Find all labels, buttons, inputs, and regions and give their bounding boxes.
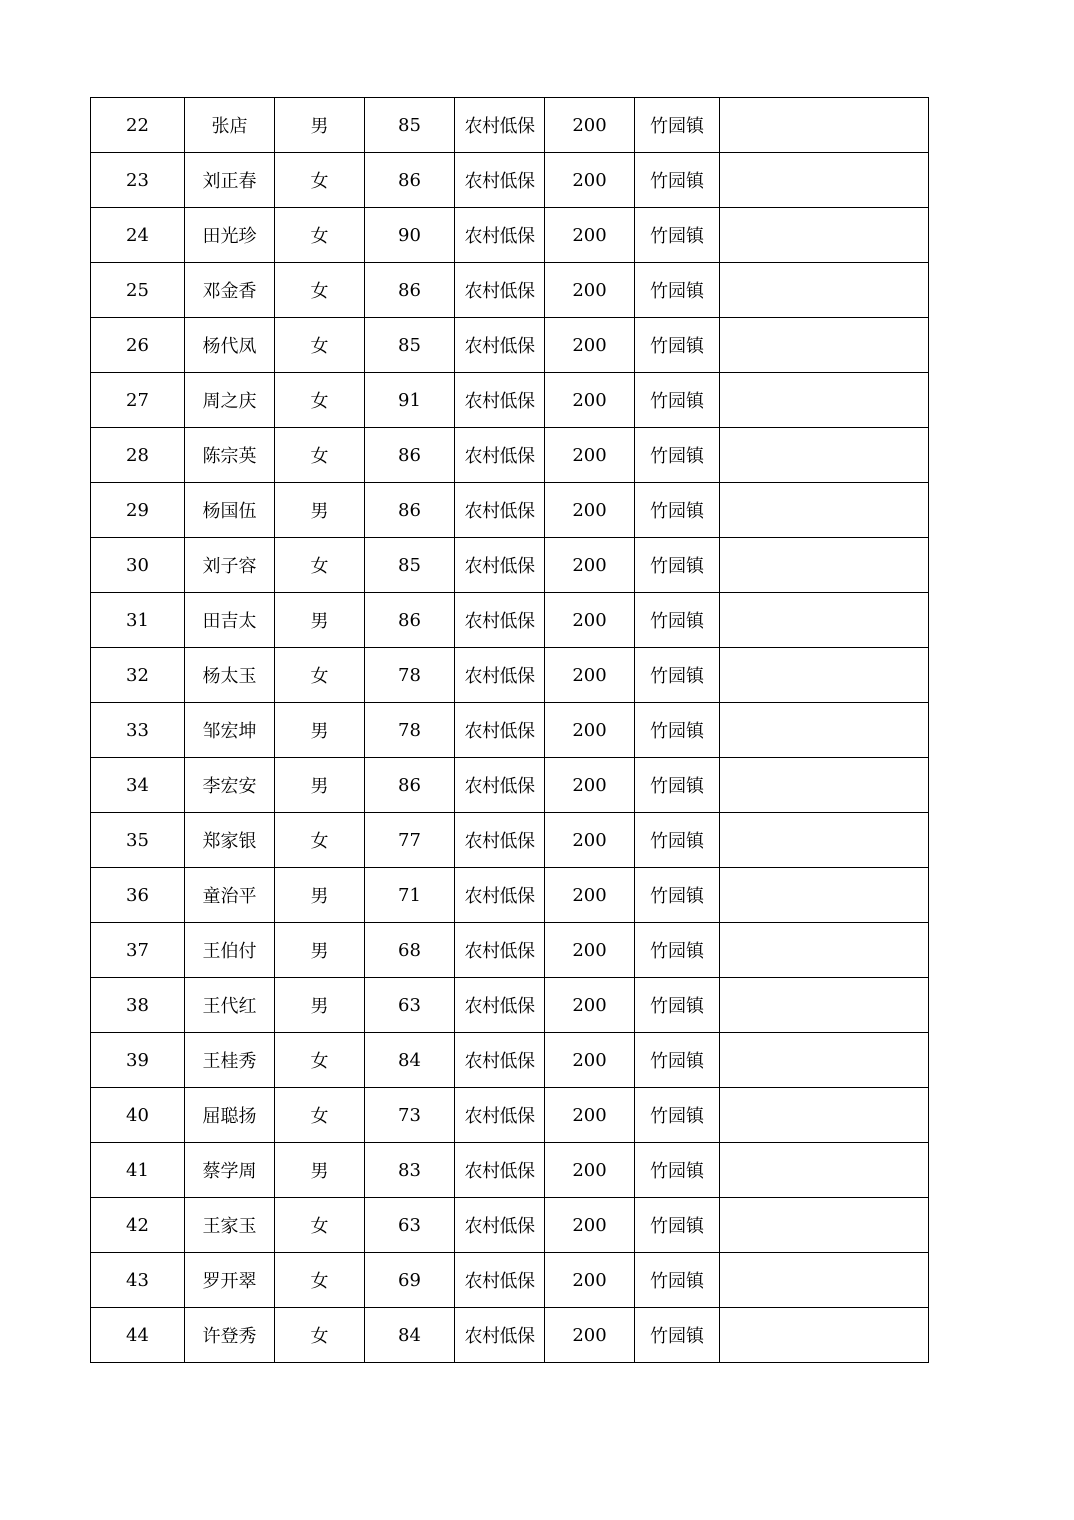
assistance-type-cell: 农村低保 — [455, 373, 545, 428]
table-body — [91, 98, 929, 1363]
name-cell: 郑家银 — [185, 813, 275, 868]
gender-cell: 男 — [275, 593, 365, 648]
remarks-cell — [720, 593, 929, 648]
age-cell: 71 — [365, 868, 455, 923]
gender-cell: 女 — [275, 1253, 365, 1308]
remarks-cell — [720, 538, 929, 593]
table-row — [91, 373, 929, 428]
row-number-cell: 31 — [91, 593, 185, 648]
remarks-cell — [720, 868, 929, 923]
name-cell: 杨代凤 — [185, 318, 275, 373]
amount-cell: 200 — [545, 428, 635, 483]
row-number-cell: 36 — [91, 868, 185, 923]
assistance-type-cell: 农村低保 — [455, 1198, 545, 1253]
amount-cell: 200 — [545, 318, 635, 373]
name-cell: 屈聪扬 — [185, 1088, 275, 1143]
amount-cell: 200 — [545, 1198, 635, 1253]
gender-cell: 女 — [275, 648, 365, 703]
table-row — [91, 648, 929, 703]
town-cell: 竹园镇 — [635, 1308, 720, 1363]
gender-cell: 男 — [275, 758, 365, 813]
town-cell: 竹园镇 — [635, 648, 720, 703]
row-number-cell: 37 — [91, 923, 185, 978]
row-number-cell: 43 — [91, 1253, 185, 1308]
assistance-type-cell: 农村低保 — [455, 208, 545, 263]
assistance-type-cell: 农村低保 — [455, 868, 545, 923]
gender-cell: 女 — [275, 813, 365, 868]
table-row — [91, 98, 929, 153]
gender-cell: 男 — [275, 868, 365, 923]
row-number-cell: 25 — [91, 263, 185, 318]
assistance-type-cell: 农村低保 — [455, 318, 545, 373]
table-row — [91, 1308, 929, 1363]
table-row — [91, 703, 929, 758]
gender-cell: 男 — [275, 98, 365, 153]
age-cell: 73 — [365, 1088, 455, 1143]
gender-cell: 女 — [275, 318, 365, 373]
remarks-cell — [720, 1308, 929, 1363]
assistance-type-cell: 农村低保 — [455, 483, 545, 538]
table-row — [91, 428, 929, 483]
town-cell: 竹园镇 — [635, 703, 720, 758]
amount-cell: 200 — [545, 923, 635, 978]
town-cell: 竹园镇 — [635, 978, 720, 1033]
amount-cell: 200 — [545, 1088, 635, 1143]
town-cell: 竹园镇 — [635, 1088, 720, 1143]
table-row — [91, 483, 929, 538]
remarks-cell — [720, 1143, 929, 1198]
town-cell: 竹园镇 — [635, 208, 720, 263]
row-number-cell: 22 — [91, 98, 185, 153]
amount-cell: 200 — [545, 208, 635, 263]
amount-cell: 200 — [545, 98, 635, 153]
gender-cell: 女 — [275, 208, 365, 263]
age-cell: 90 — [365, 208, 455, 263]
remarks-cell — [720, 813, 929, 868]
town-cell: 竹园镇 — [635, 1143, 720, 1198]
town-cell: 竹园镇 — [635, 483, 720, 538]
gender-cell: 女 — [275, 538, 365, 593]
town-cell: 竹园镇 — [635, 428, 720, 483]
table-row — [91, 153, 929, 208]
remarks-cell — [720, 758, 929, 813]
name-cell: 邓金香 — [185, 263, 275, 318]
name-cell: 田光珍 — [185, 208, 275, 263]
assistance-type-cell: 农村低保 — [455, 538, 545, 593]
gender-cell: 女 — [275, 373, 365, 428]
remarks-cell — [720, 923, 929, 978]
table-row — [91, 758, 929, 813]
gender-cell: 男 — [275, 978, 365, 1033]
remarks-cell — [720, 1253, 929, 1308]
table-row — [91, 813, 929, 868]
town-cell: 竹园镇 — [635, 263, 720, 318]
assistance-type-cell: 农村低保 — [455, 1088, 545, 1143]
table-row — [91, 923, 929, 978]
row-number-cell: 44 — [91, 1308, 185, 1363]
remarks-cell — [720, 98, 929, 153]
row-number-cell: 32 — [91, 648, 185, 703]
assistance-type-cell: 农村低保 — [455, 153, 545, 208]
age-cell: 84 — [365, 1308, 455, 1363]
age-cell: 78 — [365, 703, 455, 758]
table-row — [91, 208, 929, 263]
amount-cell: 200 — [545, 1253, 635, 1308]
gender-cell: 女 — [275, 1033, 365, 1088]
town-cell: 竹园镇 — [635, 98, 720, 153]
amount-cell: 200 — [545, 593, 635, 648]
age-cell: 68 — [365, 923, 455, 978]
gender-cell: 女 — [275, 428, 365, 483]
gender-cell: 女 — [275, 1088, 365, 1143]
name-cell: 罗开翠 — [185, 1253, 275, 1308]
town-cell: 竹园镇 — [635, 538, 720, 593]
age-cell: 86 — [365, 428, 455, 483]
name-cell: 杨太玉 — [185, 648, 275, 703]
gender-cell: 女 — [275, 1308, 365, 1363]
amount-cell: 200 — [545, 813, 635, 868]
table-row — [91, 978, 929, 1033]
remarks-cell — [720, 153, 929, 208]
assistance-type-cell: 农村低保 — [455, 98, 545, 153]
amount-cell: 200 — [545, 1143, 635, 1198]
remarks-cell — [720, 1198, 929, 1253]
assistance-type-cell: 农村低保 — [455, 813, 545, 868]
table-row — [91, 1143, 929, 1198]
row-number-cell: 23 — [91, 153, 185, 208]
town-cell: 竹园镇 — [635, 758, 720, 813]
amount-cell: 200 — [545, 703, 635, 758]
assistance-type-cell: 农村低保 — [455, 593, 545, 648]
remarks-cell — [720, 428, 929, 483]
gender-cell: 男 — [275, 483, 365, 538]
assistance-type-cell: 农村低保 — [455, 428, 545, 483]
table-row — [91, 1253, 929, 1308]
name-cell: 陈宗英 — [185, 428, 275, 483]
remarks-cell — [720, 483, 929, 538]
remarks-cell — [720, 703, 929, 758]
assistance-type-cell: 农村低保 — [455, 1308, 545, 1363]
row-number-cell: 33 — [91, 703, 185, 758]
assistance-type-cell: 农村低保 — [455, 1253, 545, 1308]
row-number-cell: 24 — [91, 208, 185, 263]
amount-cell: 200 — [545, 758, 635, 813]
remarks-cell — [720, 263, 929, 318]
assistance-type-cell: 农村低保 — [455, 923, 545, 978]
table-row — [91, 1088, 929, 1143]
town-cell: 竹园镇 — [635, 1198, 720, 1253]
assistance-type-cell: 农村低保 — [455, 1143, 545, 1198]
beneficiary-table — [90, 97, 929, 1363]
town-cell: 竹园镇 — [635, 868, 720, 923]
row-number-cell: 29 — [91, 483, 185, 538]
name-cell: 许登秀 — [185, 1308, 275, 1363]
age-cell: 86 — [365, 758, 455, 813]
amount-cell: 200 — [545, 1033, 635, 1088]
name-cell: 王桂秀 — [185, 1033, 275, 1088]
name-cell: 蔡学周 — [185, 1143, 275, 1198]
name-cell: 田吉太 — [185, 593, 275, 648]
name-cell: 杨国伍 — [185, 483, 275, 538]
name-cell: 王伯付 — [185, 923, 275, 978]
town-cell: 竹园镇 — [635, 593, 720, 648]
name-cell: 刘正春 — [185, 153, 275, 208]
assistance-type-cell: 农村低保 — [455, 263, 545, 318]
table-row — [91, 1198, 929, 1253]
remarks-cell — [720, 373, 929, 428]
row-number-cell: 38 — [91, 978, 185, 1033]
row-number-cell: 41 — [91, 1143, 185, 1198]
age-cell: 91 — [365, 373, 455, 428]
name-cell: 周之庆 — [185, 373, 275, 428]
age-cell: 85 — [365, 538, 455, 593]
gender-cell: 女 — [275, 1198, 365, 1253]
assistance-type-cell: 农村低保 — [455, 648, 545, 703]
row-number-cell: 39 — [91, 1033, 185, 1088]
gender-cell: 男 — [275, 923, 365, 978]
age-cell: 69 — [365, 1253, 455, 1308]
row-number-cell: 34 — [91, 758, 185, 813]
town-cell: 竹园镇 — [635, 1033, 720, 1088]
town-cell: 竹园镇 — [635, 153, 720, 208]
age-cell: 78 — [365, 648, 455, 703]
age-cell: 84 — [365, 1033, 455, 1088]
age-cell: 86 — [365, 153, 455, 208]
amount-cell: 200 — [545, 373, 635, 428]
name-cell: 王代红 — [185, 978, 275, 1033]
table-row — [91, 538, 929, 593]
age-cell: 86 — [365, 263, 455, 318]
name-cell: 张店 — [185, 98, 275, 153]
row-number-cell: 30 — [91, 538, 185, 593]
row-number-cell: 27 — [91, 373, 185, 428]
name-cell: 刘子容 — [185, 538, 275, 593]
amount-cell: 200 — [545, 538, 635, 593]
amount-cell: 200 — [545, 153, 635, 208]
town-cell: 竹园镇 — [635, 1253, 720, 1308]
row-number-cell: 28 — [91, 428, 185, 483]
row-number-cell: 40 — [91, 1088, 185, 1143]
table-row — [91, 868, 929, 923]
row-number-cell: 42 — [91, 1198, 185, 1253]
gender-cell: 男 — [275, 1143, 365, 1198]
age-cell: 85 — [365, 98, 455, 153]
gender-cell: 女 — [275, 263, 365, 318]
remarks-cell — [720, 978, 929, 1033]
town-cell: 竹园镇 — [635, 923, 720, 978]
remarks-cell — [720, 318, 929, 373]
town-cell: 竹园镇 — [635, 813, 720, 868]
table-row — [91, 318, 929, 373]
gender-cell: 女 — [275, 153, 365, 208]
amount-cell: 200 — [545, 868, 635, 923]
name-cell: 邹宏坤 — [185, 703, 275, 758]
amount-cell: 200 — [545, 1308, 635, 1363]
name-cell: 王家玉 — [185, 1198, 275, 1253]
amount-cell: 200 — [545, 648, 635, 703]
assistance-type-cell: 农村低保 — [455, 978, 545, 1033]
town-cell: 竹园镇 — [635, 318, 720, 373]
age-cell: 86 — [365, 593, 455, 648]
table-row — [91, 1033, 929, 1088]
age-cell: 85 — [365, 318, 455, 373]
table-row — [91, 263, 929, 318]
table-row — [91, 593, 929, 648]
assistance-type-cell: 农村低保 — [455, 1033, 545, 1088]
row-number-cell: 26 — [91, 318, 185, 373]
remarks-cell — [720, 648, 929, 703]
assistance-type-cell: 农村低保 — [455, 758, 545, 813]
age-cell: 77 — [365, 813, 455, 868]
age-cell: 86 — [365, 483, 455, 538]
remarks-cell — [720, 208, 929, 263]
age-cell: 83 — [365, 1143, 455, 1198]
amount-cell: 200 — [545, 483, 635, 538]
amount-cell: 200 — [545, 263, 635, 318]
gender-cell: 男 — [275, 703, 365, 758]
age-cell: 63 — [365, 978, 455, 1033]
age-cell: 63 — [365, 1198, 455, 1253]
name-cell: 李宏安 — [185, 758, 275, 813]
remarks-cell — [720, 1088, 929, 1143]
assistance-type-cell: 农村低保 — [455, 703, 545, 758]
remarks-cell — [720, 1033, 929, 1088]
row-number-cell: 35 — [91, 813, 185, 868]
town-cell: 竹园镇 — [635, 373, 720, 428]
name-cell: 童治平 — [185, 868, 275, 923]
amount-cell: 200 — [545, 978, 635, 1033]
